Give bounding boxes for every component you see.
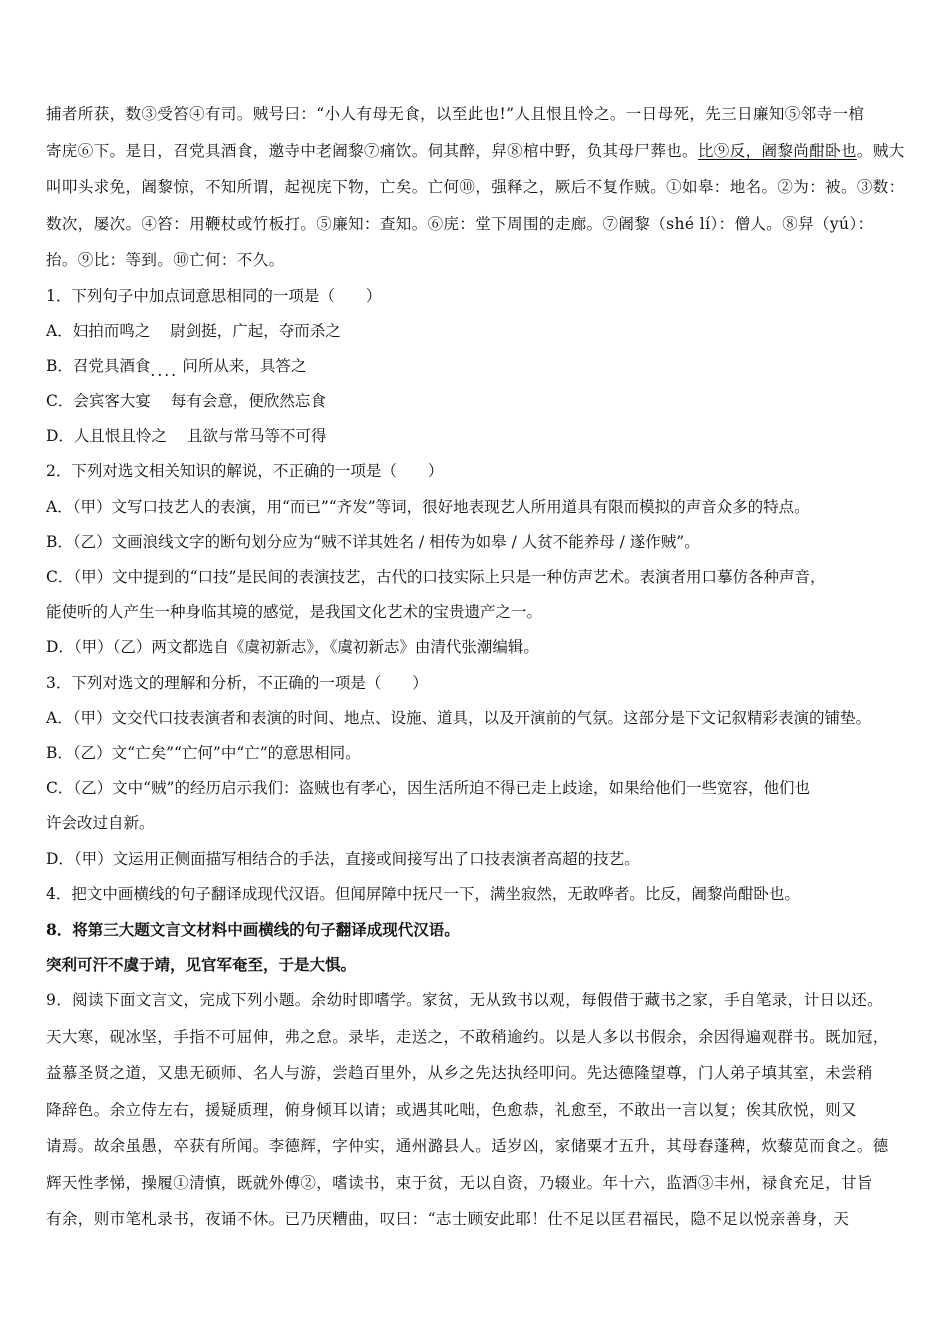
question-2-option-d: D．（甲）（乙）两文都选自《虞初新志》，《虞初新志》由清代张潮编辑。 [46,638,539,657]
question-9-line: 益慕圣贤之道，又患无硕师、名人与游，尝趋百里外，从乡之先达执经叩问。先达德隆望尊，门人弟子填其室，未尝稍 [46,1064,873,1083]
option-right: 每有会意，便欣然忘食 [170,392,326,411]
passage-line: 抬。⑨比：等到。⑩亡何：不久。 [46,251,285,269]
question-2-option-b: B．（乙）文画浪线文字的断句划分应为“贼不详其姓名 / 相传为如皋 / 人贫不能养母 / 遂作贼”。 [46,532,700,551]
passage-text: 寄庑⑥下。是日，召党具酒食，邀寺中老阇黎⑦痛饮。伺其醉，舁⑧棺中野，负其母尸葬也。 [46,141,698,160]
underlined-sentence: 比⑨反，阇黎尚酣卧也 [697,141,857,160]
question-1-option-c [46,384,912,419]
option-left: D．人且恨且怜之 [46,427,167,446]
option-left: B．召党具酒食 [46,356,151,375]
option-left: A．妇拍而鸣之 [46,321,151,340]
question-9-line: 天大寒，砚冰坚，手指不可屈伸，弗之怠。录毕，走送之，不敢稍逾约。以是人多以书假余，余因得遍观群书。既加冠， [46,1027,889,1046]
option-right: 问所从来，具答之 [182,356,307,375]
question-3-option-a: A．（甲）文交代口技表演者和表演的时间、地点、设施、道具，以及开演前的气氛。这部分是下文记叙精彩表演的铺垫。 [46,708,871,727]
question-9-line: 辉天性孝悌，操履①清慎，既就外傅②，嗜读书，束于贫，无以自资，乃辍业。年十六，监酒③丰州，禄食充足，甘旨 [46,1173,873,1192]
option-left: C．会宾客大宴 [46,392,151,411]
question-3-option-b: B．（乙）文“亡矣”“亡何”中“亡”的意思相同。 [46,743,361,762]
question-8-stem: 8．将第三大题文言文材料中画横线的句子翻译成现代汉语。 [46,919,460,939]
question-3-option-c: C．（乙）文中“贼”的经历启示我们：盗贼也有孝心，因生活所迫不得已走上歧途，如果给他们一些宽容，他们也 [46,779,810,798]
question-3-option-d: D．（甲）文运用正侧面描写相结合的手法，直接或间接写出了口技表演者高超的技艺。 [46,849,640,868]
passage-line: 捕者所获，数③受笞④有司。贼号曰：“小人有母无食，以至此也!”人且恨且怜之。一日母死，先三日廉知⑤邻寺一棺 [46,105,865,123]
question-4-stem: 4．把文中画横线的句子翻译成现代汉语。但闻屏障中抚尺一下，满坐寂然，无敢哗者。比反，阇黎尚酣卧也。 [46,884,800,903]
passage-line [46,133,912,170]
option-right: 且欲与常马等不可得 [186,427,327,446]
passage-text: 。贼大 [856,141,905,160]
question-1-option-d [46,419,912,454]
question-9-line: 降辞色。余立侍左右，援疑质理，俯身倾耳以请；或遇其叱咄，色愈恭，礼愈至，不敢出一言以复；俟其欣悦，则又 [46,1100,857,1119]
question-1-option-b [46,349,912,384]
question-2-option-c-cont: 能使听的人产生一种身临其境的感觉，是我国文化艺术的宝贵遗产之一。 [46,603,543,622]
passage-line: 数次，屡次。④笞：用鞭杖或竹板打。⑤廉知：查知。⑥庑：堂下周围的走廊。⑦阇黎（shé lí）：僧人。⑧舁（yú）： [46,214,874,233]
question-1-option-a [46,314,912,349]
question-8-sentence: 突利可汗不虞于靖，见官军奄至，于是大惧。 [46,955,357,975]
question-3-option-c-cont: 许会改过自新。 [46,814,155,833]
question-9-line: 有余，则市笔札录书，夜诵不休。已乃厌糟曲，叹曰：“志士顾安此耶！仕不足以匡君福民，隐不足以悦亲善身，天 [46,1210,850,1229]
question-1-stem: 1．下列句子中加点词意思相同的一项是（ ） [46,286,382,305]
question-2-option-c: C．（甲）文中提到的“口技”是民间的表演技艺，古代的口技实际上只是一种仿声艺术。表演者用口摹仿各种声音， [46,568,826,586]
question-9-line: 请焉。故余虽愚，卒获有所闻。李德辉，字仲实，通州潞县人。适岁凶，家储粟才五升，其母舂蓬稗，炊藜苋而食之。德 [46,1137,889,1156]
question-3-stem: 3．下列对选文的理解和分析，不正确的一项是（ ） [46,673,428,692]
passage-line: 叫叩头求免，阇黎惊，不知所谓，起视庑下物，亡矣。亡何⑩，强释之，厥后不复作贼。①如皋：地名。②为：被。③数： [46,178,905,196]
question-9-line: 9．阅读下面文言文，完成下列小题。余幼时即嗜学。家贫，无从致书以观，每假借于藏书之家，手自笔录，计日以还。 [46,991,884,1010]
document-page [46,96,912,1238]
question-2-stem: 2．下列对选文相关知识的解说，不正确的一项是（ ） [46,462,444,481]
option-right: 尉剑挺，广起，夺而杀之 [170,321,341,340]
emphasis-dots: .... [150,361,179,380]
question-2-option-a: A．（甲）文写口技艺人的表演，用“而已”“齐发”等词，很好地表现艺人所用道具有限而模拟的声音众多的特点。 [46,497,810,516]
